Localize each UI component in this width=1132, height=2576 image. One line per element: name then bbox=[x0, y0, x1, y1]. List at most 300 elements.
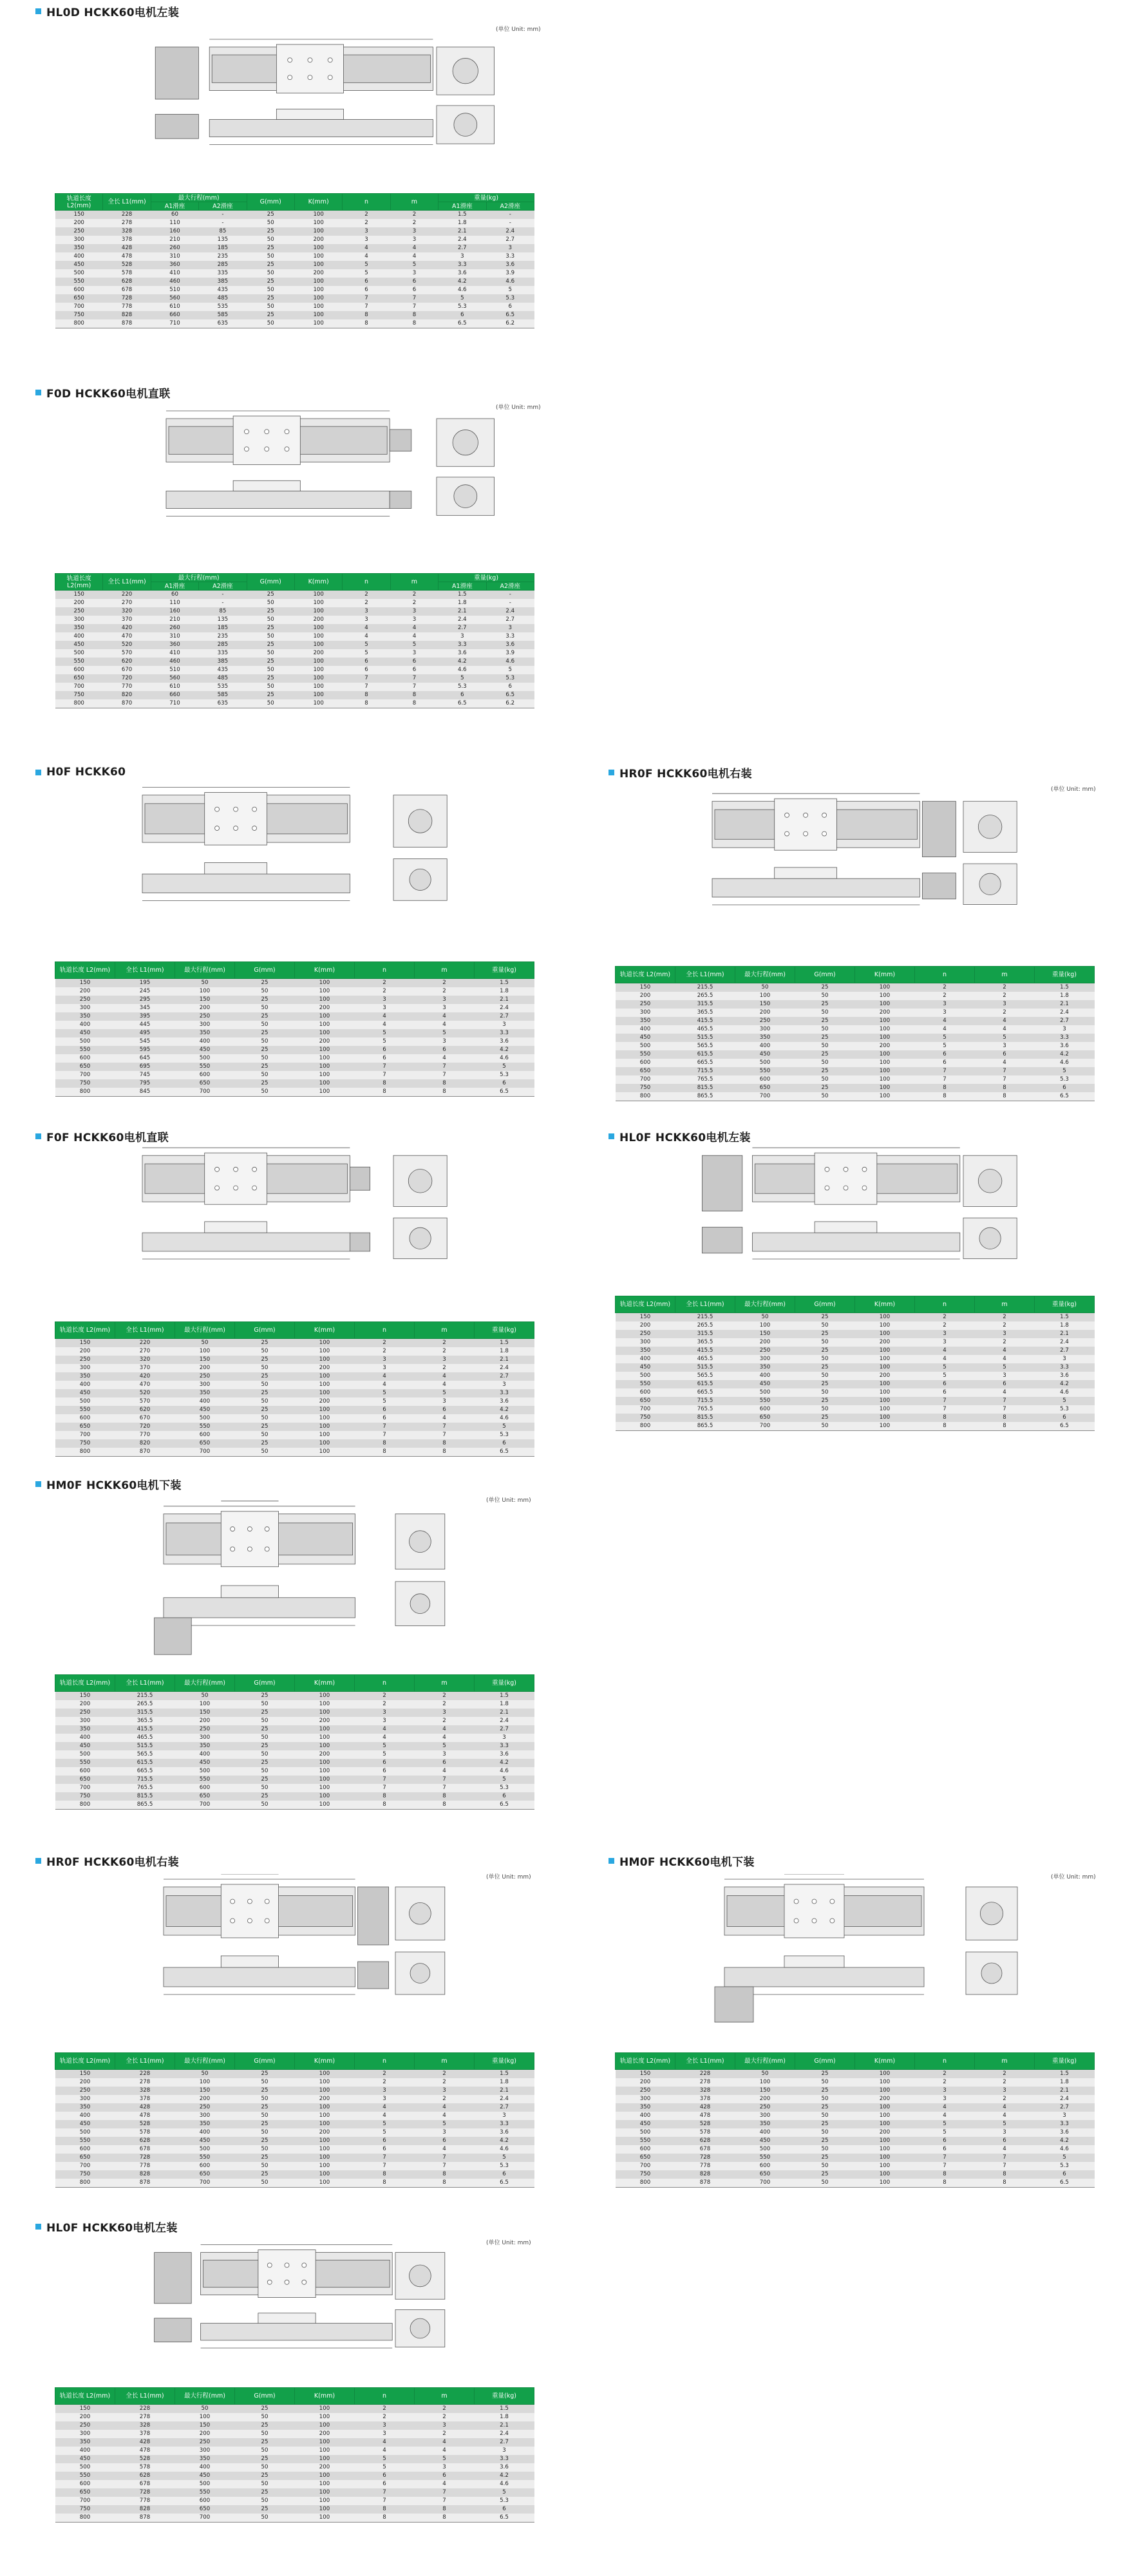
table-cell: 25 bbox=[235, 2405, 295, 2414]
table-cell: 620 bbox=[115, 1406, 175, 1414]
table-cell: 6 bbox=[390, 658, 438, 666]
table-cell: 50 bbox=[235, 1734, 295, 1742]
table-cell: 360 bbox=[151, 261, 198, 269]
table-cell: 100 bbox=[294, 591, 342, 600]
table-cell: 7 bbox=[415, 1784, 475, 1792]
table-header-cell: 全长 L1(mm) bbox=[115, 2388, 175, 2405]
section-title-text: HR0F HCKK60电机右装 bbox=[619, 767, 752, 781]
table-cell: 7 bbox=[355, 1431, 415, 1439]
table-cell: 100 bbox=[175, 1700, 235, 1709]
table-cell: 100 bbox=[295, 1347, 355, 1356]
table-cell: 500 bbox=[175, 2145, 235, 2154]
table-cell: 500 bbox=[55, 1397, 115, 1406]
table-header-cell: 重量(kg) bbox=[475, 2053, 534, 2070]
table-cell: 350 bbox=[175, 2455, 235, 2463]
table-cell: 8 bbox=[390, 319, 438, 328]
table-cell: 150 bbox=[55, 211, 103, 220]
table-cell: 745 bbox=[115, 1071, 175, 1079]
table-cell: 600 bbox=[55, 2480, 115, 2488]
table-cell: 5 bbox=[415, 2120, 475, 2128]
table-cell: 535 bbox=[199, 303, 247, 311]
table-cell: 50 bbox=[235, 1448, 295, 1457]
table-cell: 100 bbox=[855, 1321, 915, 1330]
table-cell: 478 bbox=[103, 252, 151, 261]
table-cell: 1.8 bbox=[1035, 2078, 1095, 2087]
table-header-cell: n bbox=[355, 1675, 415, 1692]
table-row bbox=[616, 1059, 1095, 1067]
table-cell: 25 bbox=[235, 1029, 295, 1037]
table-cell: 100 bbox=[295, 2447, 355, 2455]
table-cell: 100 bbox=[295, 2170, 355, 2179]
table-row bbox=[55, 2112, 534, 2120]
table-cell: 5.3 bbox=[475, 2162, 534, 2170]
table-cell: 5 bbox=[343, 641, 390, 649]
table-cell: 100 bbox=[294, 311, 342, 319]
table-cell: 100 bbox=[295, 1088, 355, 1097]
table-cell: 270 bbox=[103, 599, 151, 607]
table-row bbox=[55, 2514, 534, 2523]
table-cell: 25 bbox=[235, 996, 295, 1004]
table-cell: 5.3 bbox=[1035, 1405, 1095, 1414]
section-title bbox=[35, 384, 170, 400]
table-cell: 800 bbox=[55, 1448, 115, 1457]
table-cell: 5 bbox=[355, 1750, 415, 1759]
table-cell: 60 bbox=[151, 211, 198, 220]
table-cell: 4.2 bbox=[1035, 2137, 1095, 2145]
table-cell: 2 bbox=[415, 1347, 475, 1356]
table-cell: 50 bbox=[795, 2179, 855, 2188]
table-cell: 4.2 bbox=[475, 2137, 534, 2145]
table-cell: 520 bbox=[103, 641, 151, 649]
table-cell: 100 bbox=[855, 1059, 915, 1067]
table-cell: 7 bbox=[975, 2154, 1035, 2162]
table-cell: 370 bbox=[115, 1364, 175, 1372]
table-cell: 585 bbox=[199, 311, 247, 319]
section-title-text: HL0F HCKK60电机左装 bbox=[619, 1131, 751, 1144]
table-cell: 50 bbox=[235, 1021, 295, 1029]
table-cell: 5 bbox=[355, 2128, 415, 2137]
table-cell: 3.3 bbox=[439, 261, 486, 269]
table-cell: 300 bbox=[55, 2095, 115, 2103]
table-cell: 8 bbox=[915, 1422, 975, 1431]
table-cell: 200 bbox=[295, 2095, 355, 2103]
table-cell: 25 bbox=[795, 1313, 855, 1322]
table-cell: 228 bbox=[675, 2070, 735, 2079]
table-cell: 100 bbox=[295, 1071, 355, 1079]
table-header-cell: m bbox=[415, 962, 475, 979]
table-cell: 600 bbox=[55, 1767, 115, 1776]
table-cell: - bbox=[486, 211, 534, 220]
table-cell: 8 bbox=[355, 1448, 415, 1457]
table-cell: 50 bbox=[235, 1717, 295, 1725]
table-cell: 400 bbox=[175, 1750, 235, 1759]
table-cell: 700 bbox=[175, 1448, 235, 1457]
table-header-cell: 轨道长度 L2(mm) bbox=[616, 1296, 675, 1313]
table-cell: 50 bbox=[795, 2128, 855, 2137]
table-cell: 4 bbox=[415, 1021, 475, 1029]
table-cell: 100 bbox=[855, 2120, 915, 2128]
table-cell: 2.4 bbox=[439, 616, 486, 624]
table-cell: 50 bbox=[795, 2078, 855, 2087]
table-cell: 310 bbox=[151, 252, 198, 261]
table-cell: 428 bbox=[115, 2103, 175, 2112]
table-cell: 50 bbox=[795, 1025, 855, 1034]
table-cell: 200 bbox=[616, 2078, 675, 2087]
table-cell: 650 bbox=[735, 2170, 795, 2179]
table-cell: 100 bbox=[295, 2120, 355, 2128]
table-cell: 4 bbox=[915, 1347, 975, 1355]
table-cell: 385 bbox=[199, 278, 247, 286]
table-cell: 50 bbox=[795, 2112, 855, 2120]
table-cell: 25 bbox=[247, 311, 294, 319]
table-cell: 650 bbox=[175, 2170, 235, 2179]
section-marker bbox=[35, 2224, 41, 2230]
table-cell: 1.8 bbox=[475, 2078, 534, 2087]
table-cell: 300 bbox=[735, 1025, 795, 1034]
table-cell: 100 bbox=[295, 2480, 355, 2488]
table-cell: 25 bbox=[235, 1406, 295, 1414]
table-cell: 3.6 bbox=[475, 1750, 534, 1759]
table-cell: 7 bbox=[975, 2162, 1035, 2170]
table-cell: 550 bbox=[175, 2154, 235, 2162]
table-cell: 2.1 bbox=[475, 996, 534, 1004]
table-cell: 550 bbox=[55, 2137, 115, 2145]
table-cell: 100 bbox=[295, 1054, 355, 1063]
table-row bbox=[55, 641, 534, 649]
table-cell: 100 bbox=[735, 2078, 795, 2087]
table-cell: 7 bbox=[415, 1071, 475, 1079]
table-cell: 5.3 bbox=[475, 2497, 534, 2505]
table-cell: 450 bbox=[55, 261, 103, 269]
table-cell: 100 bbox=[295, 1079, 355, 1088]
table-cell: 215.5 bbox=[675, 983, 735, 992]
section-marker bbox=[35, 1481, 41, 1487]
table-cell: 500 bbox=[616, 1372, 675, 1380]
table-cell: 4.2 bbox=[439, 278, 486, 286]
table-cell: 515.5 bbox=[115, 1742, 175, 1750]
table-cell: 50 bbox=[175, 1339, 235, 1348]
table-cell: 50 bbox=[235, 1347, 295, 1356]
table-cell: 728 bbox=[675, 2154, 735, 2162]
table-row bbox=[616, 1042, 1095, 1050]
table-cell: 715.5 bbox=[115, 1776, 175, 1784]
table-cell: 8 bbox=[355, 1801, 415, 1810]
table-cell: 6.5 bbox=[475, 2179, 534, 2188]
table-cell: 400 bbox=[616, 2112, 675, 2120]
table-cell: 8 bbox=[390, 691, 438, 699]
table-row bbox=[616, 1338, 1095, 1347]
table-cell: 550 bbox=[175, 1776, 235, 1784]
table-cell: 300 bbox=[175, 2447, 235, 2455]
table-cell: 8 bbox=[355, 2179, 415, 2188]
table-cell: 7 bbox=[915, 2162, 975, 2170]
table-cell: 4 bbox=[975, 1355, 1035, 1363]
table-cell: 2 bbox=[975, 1321, 1035, 1330]
table-cell: 350 bbox=[175, 1389, 235, 1397]
table-cell: 5 bbox=[439, 674, 486, 683]
table-cell: 3 bbox=[390, 269, 438, 278]
table-cell: 2 bbox=[390, 211, 438, 220]
table-cell: 50 bbox=[795, 1059, 855, 1067]
table-cell: 2 bbox=[355, 1347, 415, 1356]
table-row bbox=[55, 1725, 534, 1734]
table-cell: 200 bbox=[295, 2430, 355, 2438]
table-cell: 250 bbox=[735, 1347, 795, 1355]
table-cell: 100 bbox=[295, 2455, 355, 2463]
table-cell: 670 bbox=[115, 1414, 175, 1423]
table-cell: 650 bbox=[55, 2154, 115, 2162]
table-cell: - bbox=[199, 211, 247, 220]
table-cell: 100 bbox=[294, 666, 342, 674]
table-cell: 100 bbox=[855, 1347, 915, 1355]
table-cell: 5 bbox=[1035, 1397, 1095, 1405]
table-cell: 828 bbox=[115, 2170, 175, 2179]
unit-note: (单位 Unit: mm) bbox=[486, 1874, 531, 1880]
table-row bbox=[55, 1037, 534, 1046]
spec-table bbox=[55, 2387, 534, 2523]
table-header-cell: 重量(kg) bbox=[475, 1675, 534, 1692]
table-row bbox=[55, 1071, 534, 1079]
table-cell: 628 bbox=[115, 2472, 175, 2480]
table-cell: 4 bbox=[915, 1025, 975, 1034]
table-cell: 25 bbox=[247, 691, 294, 699]
table-cell: 3.9 bbox=[486, 269, 534, 278]
table-cell: 25 bbox=[795, 1034, 855, 1042]
table-cell: 6 bbox=[343, 278, 390, 286]
table-cell: 8 bbox=[415, 2179, 475, 2188]
table-cell: 200 bbox=[55, 1347, 115, 1356]
table-cell: 200 bbox=[855, 1372, 915, 1380]
table-cell: 250 bbox=[55, 227, 103, 236]
table-cell: 7 bbox=[343, 683, 390, 691]
table-row bbox=[55, 1063, 534, 1071]
table-cell: 150 bbox=[735, 1330, 795, 1338]
table-cell: 4 bbox=[415, 1372, 475, 1381]
table-row bbox=[55, 2472, 534, 2480]
table-cell: 195 bbox=[115, 979, 175, 988]
table-cell: 25 bbox=[235, 2505, 295, 2514]
table-cell: 50 bbox=[795, 1422, 855, 1431]
table-cell: 335 bbox=[199, 269, 247, 278]
section-title bbox=[35, 1476, 182, 1492]
table-cell: 25 bbox=[247, 641, 294, 649]
table-row bbox=[55, 987, 534, 996]
section-title-text: HL0F HCKK60电机左装 bbox=[46, 2221, 178, 2235]
table-cell: 8 bbox=[975, 1092, 1035, 1101]
table-cell: 200 bbox=[175, 2430, 235, 2438]
technical-drawing bbox=[148, 2241, 457, 2383]
table-cell: 100 bbox=[295, 1692, 355, 1701]
table-cell: 715.5 bbox=[675, 1397, 735, 1405]
table-cell: 215.5 bbox=[115, 1692, 175, 1701]
table-row bbox=[616, 992, 1095, 1000]
table-cell: 750 bbox=[55, 311, 103, 319]
table-cell: 100 bbox=[855, 1422, 915, 1431]
table-cell: 7 bbox=[390, 294, 438, 303]
table-cell: 8 bbox=[975, 1414, 1035, 1422]
table-cell: 100 bbox=[294, 227, 342, 236]
table-header-cell: n bbox=[355, 2388, 415, 2405]
table-cell: 25 bbox=[795, 1414, 855, 1422]
table-cell: 200 bbox=[735, 1338, 795, 1347]
table-header-cell: K(mm) bbox=[295, 962, 355, 979]
table-cell: 50 bbox=[735, 2070, 795, 2079]
table-cell: 200 bbox=[616, 1321, 675, 1330]
table-cell: 700 bbox=[735, 2179, 795, 2188]
table-header-cell: 最大行程(mm) bbox=[175, 2388, 235, 2405]
table-row bbox=[55, 2087, 534, 2095]
table-cell: 295 bbox=[115, 996, 175, 1004]
table-cell: 5 bbox=[439, 294, 486, 303]
table-cell: 2.7 bbox=[1035, 1017, 1095, 1025]
table-cell: 250 bbox=[735, 1017, 795, 1025]
table-cell: 6 bbox=[915, 1380, 975, 1388]
table-cell: 100 bbox=[855, 2179, 915, 2188]
table-cell: 778 bbox=[103, 303, 151, 311]
technical-drawing bbox=[695, 789, 1030, 943]
table-cell: 300 bbox=[55, 616, 103, 624]
table-cell: 200 bbox=[295, 1717, 355, 1725]
table-cell: 750 bbox=[55, 1439, 115, 1448]
table-cell: 50 bbox=[795, 2145, 855, 2154]
table-cell: 2.1 bbox=[1035, 1000, 1095, 1009]
table-cell: 350 bbox=[735, 1363, 795, 1372]
table-cell: 150 bbox=[175, 1709, 235, 1717]
table-cell: 100 bbox=[855, 1414, 915, 1422]
table-cell: 100 bbox=[295, 2137, 355, 2145]
table-cell: 3.3 bbox=[475, 2120, 534, 2128]
table-cell: 6.5 bbox=[439, 699, 486, 708]
table-cell: 5 bbox=[1035, 2154, 1095, 2162]
table-header-cell: K(mm) bbox=[295, 2388, 355, 2405]
table-cell: 4 bbox=[915, 2112, 975, 2120]
table-cell: 4 bbox=[390, 244, 438, 252]
table-cell: 300 bbox=[55, 1717, 115, 1725]
table-cell: 100 bbox=[295, 1389, 355, 1397]
table-cell: 385 bbox=[199, 658, 247, 666]
spec-table bbox=[55, 2052, 534, 2188]
table-cell: 50 bbox=[235, 2430, 295, 2438]
table-cell: 5 bbox=[415, 1389, 475, 1397]
table-cell: 8 bbox=[415, 2505, 475, 2514]
table-cell: 560 bbox=[151, 294, 198, 303]
table-row bbox=[55, 1784, 534, 1792]
table-cell: 150 bbox=[735, 1000, 795, 1009]
table-cell: 5 bbox=[355, 2120, 415, 2128]
table-cell: 710 bbox=[151, 319, 198, 328]
table-cell: 50 bbox=[247, 219, 294, 227]
table-cell: 1.5 bbox=[1035, 2070, 1095, 2079]
table-cell: 500 bbox=[55, 1750, 115, 1759]
table-cell: 5.3 bbox=[475, 1784, 534, 1792]
table-cell: 250 bbox=[55, 607, 103, 616]
table-cell: 50 bbox=[247, 236, 294, 244]
table-cell: 600 bbox=[175, 2497, 235, 2505]
table-cell: 7 bbox=[915, 1397, 975, 1405]
table-cell: 50 bbox=[247, 303, 294, 311]
table-row bbox=[55, 591, 534, 600]
table-row bbox=[616, 2120, 1095, 2128]
unit-note: (单位 Unit: mm) bbox=[486, 1497, 531, 1504]
table-row bbox=[55, 1692, 534, 1701]
unit-note: (单位 Unit: mm) bbox=[1051, 786, 1096, 793]
table-cell: 378 bbox=[115, 2095, 175, 2103]
table-cell: 3 bbox=[343, 227, 390, 236]
table-cell: 100 bbox=[855, 1397, 915, 1405]
table-cell: 4.2 bbox=[475, 2472, 534, 2480]
table-cell: 778 bbox=[675, 2162, 735, 2170]
table-cell: 2 bbox=[415, 1339, 475, 1348]
table-header-cell: G(mm) bbox=[235, 1675, 295, 1692]
table-row bbox=[55, 2154, 534, 2162]
table-cell: 8 bbox=[415, 1801, 475, 1810]
table-cell: 5 bbox=[390, 261, 438, 269]
unit-note: (单位 Unit: mm) bbox=[496, 404, 541, 411]
table-cell: 5 bbox=[475, 1776, 534, 1784]
table-cell: 25 bbox=[247, 261, 294, 269]
table-cell: 6.2 bbox=[486, 699, 534, 708]
table-row bbox=[55, 227, 534, 236]
table-cell: 4 bbox=[390, 624, 438, 632]
table-cell: 5 bbox=[415, 1742, 475, 1750]
table-cell: 665.5 bbox=[675, 1388, 735, 1397]
table-cell: 510 bbox=[151, 666, 198, 674]
table-cell: 550 bbox=[616, 1050, 675, 1059]
table-cell: 4 bbox=[343, 252, 390, 261]
table-cell: 215.5 bbox=[675, 1313, 735, 1322]
table-cell: 450 bbox=[175, 2137, 235, 2145]
table-row bbox=[55, 658, 534, 666]
table-cell: 50 bbox=[235, 1037, 295, 1046]
table-row bbox=[616, 1025, 1095, 1034]
table-cell: 8 bbox=[355, 2170, 415, 2179]
table-cell: 25 bbox=[235, 1742, 295, 1750]
table-cell: 4 bbox=[355, 1021, 415, 1029]
table-cell: 260 bbox=[151, 244, 198, 252]
table-cell: 4 bbox=[415, 2447, 475, 2455]
table-cell: 3 bbox=[390, 236, 438, 244]
table-cell: 200 bbox=[295, 1364, 355, 1372]
table-cell: 6 bbox=[975, 1050, 1035, 1059]
table-cell: 628 bbox=[675, 2137, 735, 2145]
table-cell: 25 bbox=[235, 1356, 295, 1364]
table-row bbox=[55, 2103, 534, 2112]
table-cell: 250 bbox=[175, 2103, 235, 2112]
table-cell: 25 bbox=[235, 1079, 295, 1088]
table-row bbox=[55, 2447, 534, 2455]
table-cell: 2 bbox=[915, 1313, 975, 1322]
table-cell: 3.6 bbox=[486, 641, 534, 649]
table-row bbox=[55, 2162, 534, 2170]
table-cell: 350 bbox=[175, 2120, 235, 2128]
table-cell: 7 bbox=[975, 1075, 1035, 1084]
table-cell: 265.5 bbox=[675, 1321, 735, 1330]
table-cell: 3 bbox=[390, 649, 438, 658]
table-header-cell: m bbox=[975, 1296, 1035, 1313]
table-cell: 150 bbox=[55, 979, 115, 988]
table-row bbox=[616, 1084, 1095, 1092]
table-cell: 3 bbox=[355, 2095, 415, 2103]
table-header-cell: 最大行程(mm) bbox=[175, 1675, 235, 1692]
table-cell: 210 bbox=[151, 236, 198, 244]
section-marker bbox=[35, 1133, 41, 1139]
table-header-cell: 全长 L1(mm) bbox=[675, 967, 735, 983]
table-cell: 550 bbox=[175, 1423, 235, 1431]
table-cell: 878 bbox=[675, 2179, 735, 2188]
table-cell: 3 bbox=[1035, 2112, 1095, 2120]
table-cell: 3 bbox=[415, 1356, 475, 1364]
table-cell: 8 bbox=[975, 2170, 1035, 2179]
